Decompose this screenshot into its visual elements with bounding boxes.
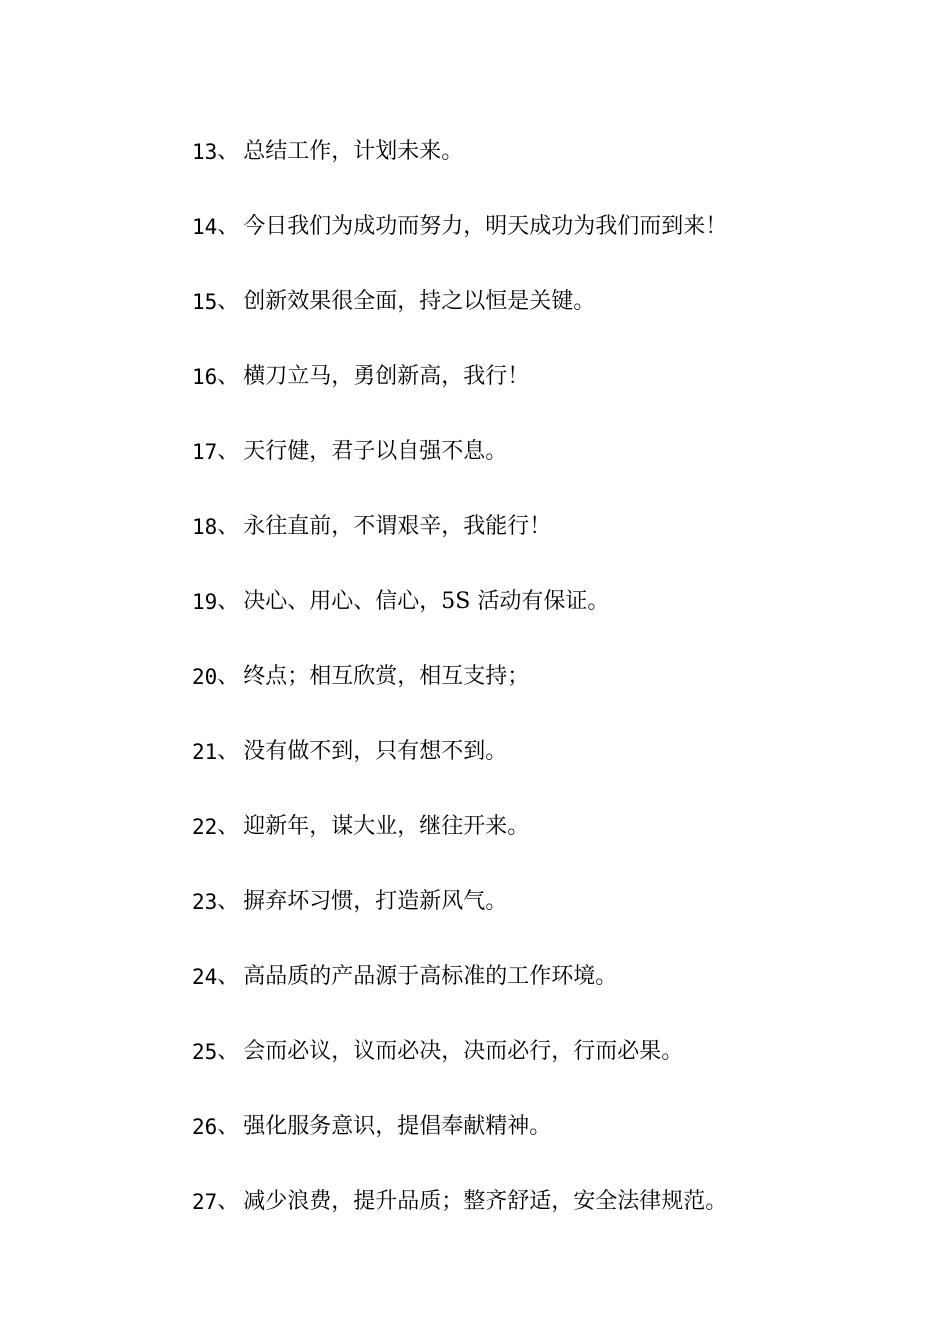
item-number: 23 bbox=[192, 890, 218, 914]
item-number: 14 bbox=[192, 215, 218, 239]
item-text: 今日我们为成功而努力，明天成功为我们而到来！ bbox=[243, 214, 728, 239]
item-number: 24 bbox=[192, 965, 218, 989]
list-item bbox=[192, 1034, 912, 1109]
item-number: 20 bbox=[192, 665, 218, 689]
item-number: 15 bbox=[192, 290, 218, 314]
list-item bbox=[192, 209, 912, 284]
item-separator: 、 bbox=[217, 289, 240, 314]
item-text: 总结工作，计划未来。 bbox=[243, 139, 464, 164]
slogan-list bbox=[192, 134, 912, 1259]
item-separator: 、 bbox=[217, 514, 240, 539]
item-text: 创新效果很全面，持之以恒是关键。 bbox=[243, 289, 596, 314]
item-number: 13 bbox=[192, 140, 218, 164]
item-separator: 、 bbox=[217, 814, 240, 839]
item-number: 27 bbox=[192, 1190, 218, 1214]
list-item bbox=[192, 959, 912, 1034]
item-text: 减少浪费，提升品质；整齐舒适，安全法律规范。 bbox=[243, 1189, 728, 1214]
item-number: 16 bbox=[192, 365, 218, 389]
item-number: 18 bbox=[192, 515, 218, 539]
list-item bbox=[192, 359, 912, 434]
item-separator: 、 bbox=[217, 1114, 240, 1139]
list-item bbox=[192, 734, 912, 809]
item-text: 终点；相互欣赏，相互支持； bbox=[243, 664, 530, 689]
item-text: 会而必议，议而必决，决而必行，行而必果。 bbox=[243, 1039, 684, 1064]
item-separator: 、 bbox=[217, 439, 240, 464]
list-item bbox=[192, 134, 912, 209]
item-text: 天行健，君子以自强不息。 bbox=[243, 439, 508, 464]
item-separator: 、 bbox=[217, 139, 240, 164]
item-text: 高品质的产品源于高标准的工作环境。 bbox=[243, 964, 618, 989]
list-item bbox=[192, 1109, 912, 1184]
list-item bbox=[192, 584, 912, 659]
list-item bbox=[192, 434, 912, 509]
list-item bbox=[192, 284, 912, 359]
item-number: 19 bbox=[192, 590, 218, 614]
list-item bbox=[192, 884, 912, 959]
item-separator: 、 bbox=[217, 589, 240, 614]
item-text: 强化服务意识，提倡奉献精神。 bbox=[243, 1114, 552, 1139]
list-item bbox=[192, 659, 912, 734]
item-separator: 、 bbox=[217, 214, 240, 239]
item-separator: 、 bbox=[217, 739, 240, 764]
item-separator: 、 bbox=[217, 664, 240, 689]
item-text: 摒弃坏习惯，打造新风气。 bbox=[243, 889, 508, 914]
list-item bbox=[192, 1184, 912, 1259]
item-number: 25 bbox=[192, 1040, 218, 1064]
item-number: 21 bbox=[192, 740, 218, 764]
item-text: 决心、用心、信心，5S 活动有保证。 bbox=[243, 589, 610, 614]
item-text: 没有做不到，只有想不到。 bbox=[243, 739, 508, 764]
item-number: 17 bbox=[192, 440, 218, 464]
item-separator: 、 bbox=[217, 889, 240, 914]
item-text: 迎新年，谋大业，继往开来。 bbox=[243, 814, 530, 839]
list-item bbox=[192, 509, 912, 584]
item-separator: 、 bbox=[217, 364, 240, 389]
list-item bbox=[192, 809, 912, 884]
item-separator: 、 bbox=[217, 1189, 240, 1214]
item-text: 横刀立马，勇创新高，我行！ bbox=[243, 364, 530, 389]
item-text: 永往直前，不谓艰辛，我能行！ bbox=[243, 514, 552, 539]
item-number: 22 bbox=[192, 815, 218, 839]
item-number: 26 bbox=[192, 1115, 218, 1139]
item-separator: 、 bbox=[217, 1039, 240, 1064]
item-separator: 、 bbox=[217, 964, 240, 989]
